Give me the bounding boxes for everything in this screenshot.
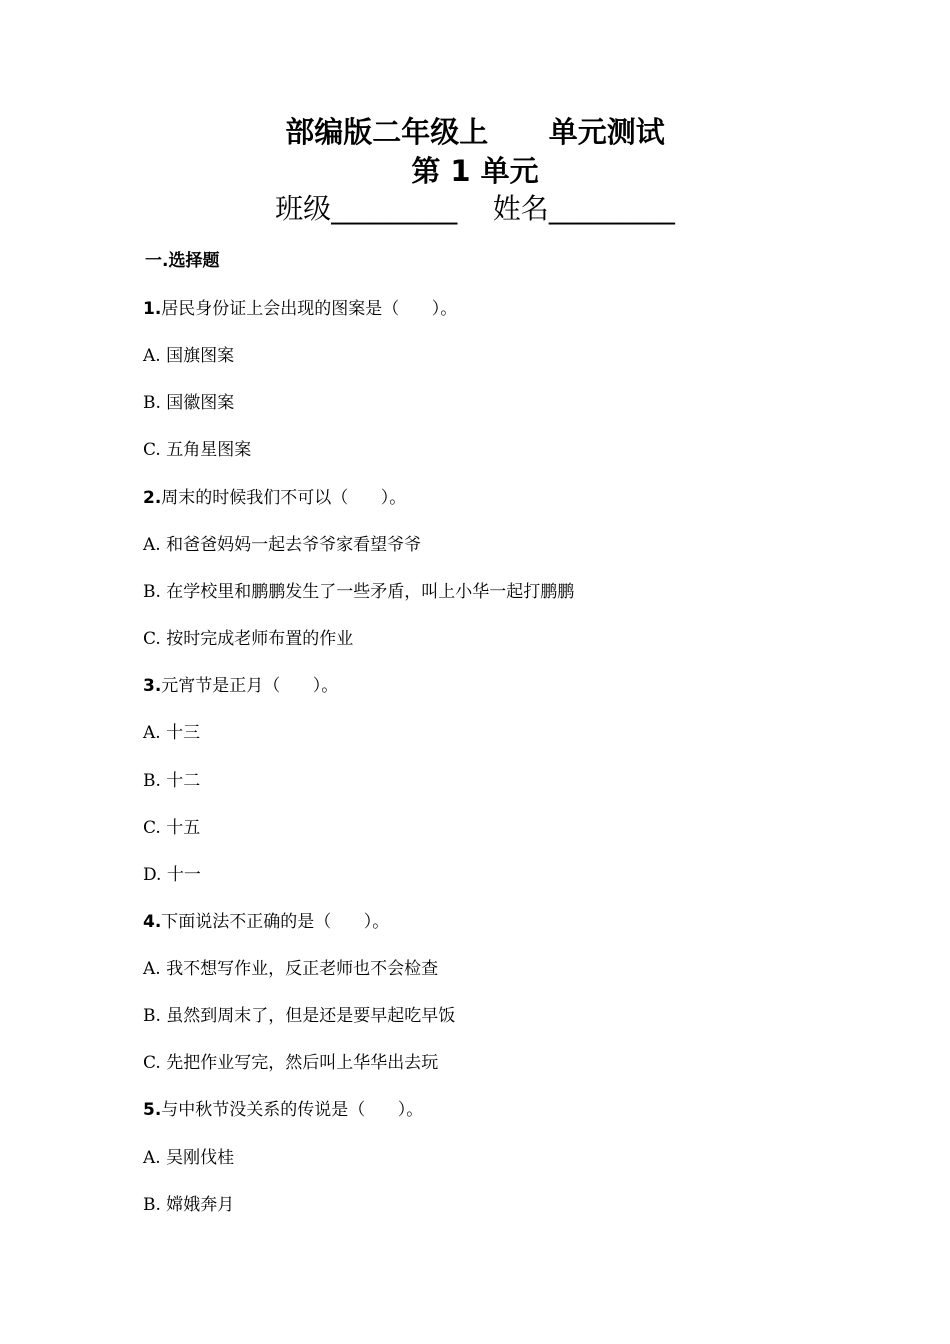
option-1c: C. 五角星图案 xyxy=(143,440,252,460)
option-3d: D. 十一 xyxy=(143,865,201,885)
class-blank: _________ xyxy=(331,192,458,225)
question-4 xyxy=(143,910,389,934)
unit-subtitle: 第 1 单元 xyxy=(411,154,539,188)
question-text: 周末的时候我们不可以（ ）。 xyxy=(161,488,407,508)
question-text: 居民身份证上会出现的图案是（ ）。 xyxy=(161,299,458,319)
option-4b: B. 虽然到周末了，但是还是要早起吃早饭 xyxy=(143,1006,456,1026)
option-4c: C. 先把作业写完，然后叫上华华出去玩 xyxy=(143,1053,439,1073)
option-1b: B. 国徽图案 xyxy=(143,393,235,413)
name-blank: _________ xyxy=(548,192,675,225)
class-name-line xyxy=(0,190,950,228)
option-4a: A. 我不想写作业，反正老师也不会检查 xyxy=(143,959,439,979)
option-2b: B. 在学校里和鹏鹏发生了一些矛盾，叫上小华一起打鹏鹏 xyxy=(143,582,575,602)
option-1a: A. 国旗图案 xyxy=(143,346,235,366)
question-2 xyxy=(143,486,406,510)
option-2c: C. 按时完成老师布置的作业 xyxy=(143,629,354,649)
option-2a: A. 和爸爸妈妈一起去爷爷家看望爷爷 xyxy=(143,535,422,555)
option-5b: B. 嫦娥奔月 xyxy=(143,1195,235,1215)
question-number: 2. xyxy=(143,488,162,508)
question-3 xyxy=(143,674,338,698)
page-title: 部编版二年级上 单元测试 xyxy=(285,115,665,149)
question-number: 3. xyxy=(143,676,162,696)
question-1 xyxy=(143,297,457,321)
question-number: 1. xyxy=(143,299,162,319)
option-3a: A. 十三 xyxy=(143,723,201,743)
question-text: 与中秋节没关系的传说是（ ）。 xyxy=(161,1100,424,1120)
question-number: 5. xyxy=(143,1100,162,1120)
question-text: 元宵节是正月（ ）。 xyxy=(161,676,339,696)
question-text: 下面说法不正确的是（ ）。 xyxy=(161,912,390,932)
option-3c: C. 十五 xyxy=(143,818,201,838)
class-label: 班级 xyxy=(275,192,332,225)
question-5 xyxy=(143,1098,423,1122)
question-number: 4. xyxy=(143,912,162,932)
option-5a: A. 吴刚伐桂 xyxy=(143,1148,235,1168)
name-label: 姓名 xyxy=(492,192,549,225)
section-heading: 一.选择题 xyxy=(145,251,220,271)
option-3b: B. 十二 xyxy=(143,771,201,791)
